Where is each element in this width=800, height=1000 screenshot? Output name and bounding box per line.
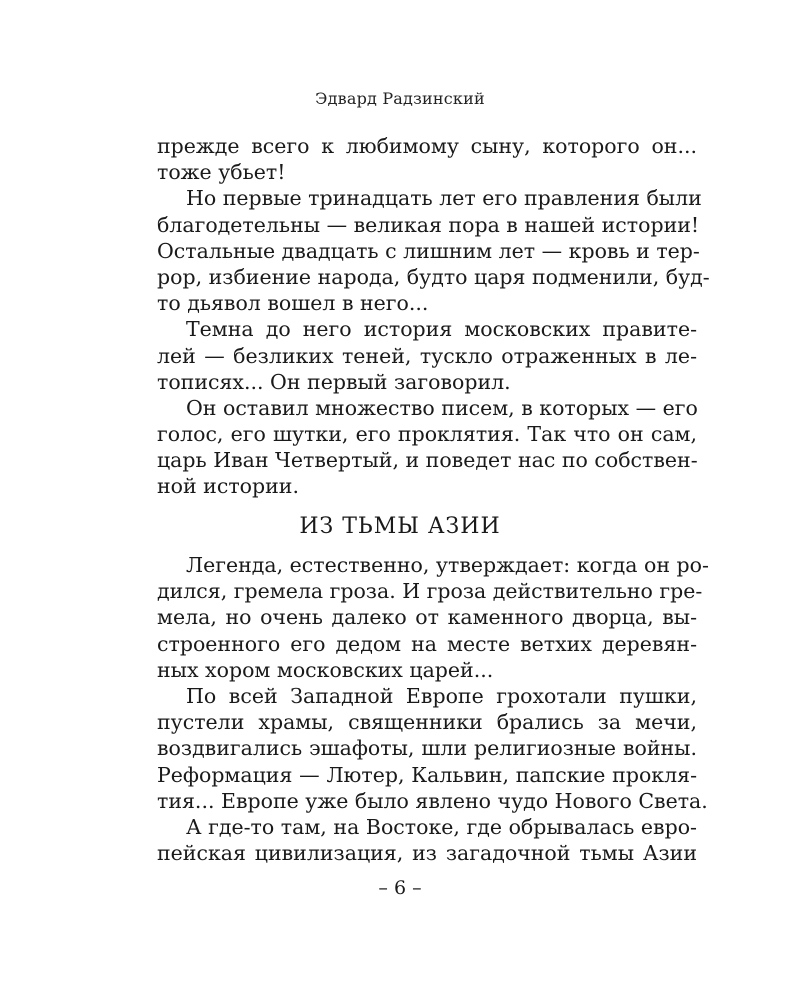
text-block-intro [157, 133, 710, 500]
text-line: пейская цивилизация, из загадочной тьмы Азии [157, 841, 697, 866]
text-line: дился, гремела гроза. И гроза действительно гре- [157, 579, 703, 604]
text-line: мела, но очень далеко от каменного дворца, вы- [157, 605, 697, 630]
text-line: Темна до него история московских правите- [186, 317, 697, 342]
page-number: – 6 – [378, 877, 422, 899]
text-line: голос, его шутки, его проклятия. Так что он сам, [157, 422, 697, 447]
text-line: Но первые тринадцать лет его правления были [186, 186, 702, 211]
text-line: Остальные двадцать с лишним лет — кровь и тер- [157, 238, 700, 263]
running-header-author: Эдвард Радзинский [315, 89, 485, 108]
text-line: прежде всего к любимому сыну, которого он... [157, 134, 697, 158]
text-line: тия... Европе уже было явлено чудо Нового Света. [157, 788, 708, 813]
text-line: Он оставил множество писем, в которых — его [186, 395, 698, 420]
text-line: тописях... Он первый заговорил. [157, 369, 511, 394]
text-line: то дьявол вошел в него... [157, 291, 429, 316]
text-line: тоже убьет! [157, 160, 286, 185]
text-line: благодетельны — великая пора в нашей истории! [157, 212, 700, 237]
text-line: ных хором московских царей... [157, 657, 494, 682]
text-block-chapter [157, 552, 709, 866]
text-line: рор, избиение народа, будто царя подменили, буд- [157, 264, 710, 289]
text-line: строенного его дедом на месте ветхих деревян- [157, 631, 697, 656]
text-line: Легенда, естественно, утверждает: когда он ро- [186, 553, 709, 577]
text-line: царь Иван Четвертый, и поведет нас по собствен- [157, 448, 698, 473]
text-line: Реформация — Лютер, Кальвин, папские прокля- [157, 762, 697, 787]
text-line: ной истории. [157, 474, 299, 499]
text-line: лей — безликих теней, тускло отраженных в ле- [157, 343, 697, 368]
text-line: А где-то там, на Востоке, где обрывалась евро- [186, 814, 697, 839]
text-line: воздвигались эшафоты, шли религиозные войны. [157, 736, 697, 761]
text-line: По всей Западной Европе грохотали пушки, [186, 683, 697, 708]
chapter-title: ИЗ ТЬМЫ АЗИИ [299, 514, 501, 539]
text-line: пустели храмы, священники брались за мечи, [157, 710, 697, 735]
